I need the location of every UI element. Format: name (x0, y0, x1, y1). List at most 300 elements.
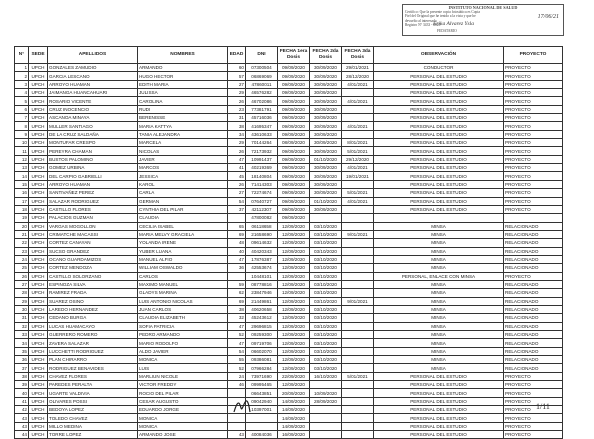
cell-observacion: MINSA (374, 305, 504, 313)
cell-fecha-1: 12/09/2020 (278, 289, 310, 297)
cell-proyecto: PROYECTO (504, 422, 563, 430)
cell-edad: 52 (228, 331, 246, 339)
table-row (15, 414, 563, 422)
cell-fecha-3 (342, 397, 374, 405)
cell-sede: UPCH (29, 222, 48, 230)
cell-fecha-2: 03/10/2020 (310, 322, 342, 330)
cell-fecha-3 (342, 356, 374, 364)
row-number: 33 (15, 331, 29, 339)
header-edad: EDAD (228, 47, 246, 64)
cell-observacion: PERSONAL DEL ESTUDIO (374, 89, 504, 97)
cell-fecha-1: 12/09/2020 (278, 222, 310, 230)
cell-fecha-2: 30/09/2020 (310, 105, 342, 113)
cell-fecha-1: 09/09/2020 (278, 89, 310, 97)
cell-nombres: ROCIO DEL PILAR (138, 389, 228, 397)
cell-fecha-2 (310, 381, 342, 389)
table-row (15, 205, 563, 213)
cell-observacion: PERSONAL DEL ESTUDIO (374, 189, 504, 197)
cell-fecha-2: 30/09/2020 (310, 122, 342, 130)
cell-fecha-3: 5/01/2021 (342, 147, 374, 155)
cell-nombres: NICOLAS (138, 147, 228, 155)
cell-fecha-1: 09/09/2020 (278, 197, 310, 205)
cell-fecha-2: 03/10/2020 (310, 239, 342, 247)
cell-observacion: MINSA (374, 264, 504, 272)
cell-fecha-2: 03/10/2020 (310, 314, 342, 322)
row-number: 5 (15, 97, 29, 105)
cell-edad: 37 (228, 205, 246, 213)
cell-observacion: MINSA (374, 280, 504, 288)
cell-observacion: PERSONAL, ENLACE CON MINSA (374, 272, 504, 280)
cell-proyecto: PROYECTO (504, 97, 563, 105)
cell-edad: 45 (228, 172, 246, 180)
cell-apellidos: RODRIGUEZ BENAVIDES (48, 364, 138, 372)
cell-sede: UPCH (29, 297, 48, 305)
cell-fecha-2: 03/10/2020 (310, 222, 342, 230)
cell-fecha-1: 09/09/2020 (278, 214, 310, 222)
cell-fecha-3 (342, 222, 374, 230)
cell-proyecto: PROYECTO (504, 406, 563, 414)
table-row (15, 97, 563, 105)
cell-edad: 47 (228, 339, 246, 347)
cell-dni: 10448101 (246, 272, 278, 280)
cell-observacion: PERSONAL DEL ESTUDIO (374, 147, 504, 155)
cell-fecha-3 (342, 255, 374, 263)
cell-nombres: GLADYS MARINA (138, 289, 228, 297)
row-number: 27 (15, 280, 29, 288)
cell-dni: 73971690 (246, 372, 278, 380)
cell-dni: 09042940 (246, 397, 278, 405)
stamp-line: Certifico: Que la presente copia fotostática es Copia (405, 10, 480, 15)
cell-nombres: MONICA (138, 422, 228, 430)
cell-observacion: PERSONAL DEL ESTUDIO (374, 381, 504, 389)
cell-fecha-1: 09/09/2020 (278, 122, 310, 130)
cell-sede: UPCH (29, 172, 48, 180)
cell-proyecto: RELACIONADO (504, 255, 563, 263)
table-row (15, 105, 563, 113)
cell-sede: UPCH (29, 197, 48, 205)
cell-apellidos: CASTILLO FLORES (48, 205, 138, 213)
cell-observacion: PERSONAL DEL ESTUDIO (374, 431, 504, 439)
cell-apellidos: SANTIVAÑEZ PEREZ (48, 189, 138, 197)
cell-fecha-3 (342, 289, 374, 297)
cell-nombres: MARCELA (138, 139, 228, 147)
cell-fecha-1: 09/09/2020 (278, 205, 310, 213)
cell-sede: UPCH (29, 239, 48, 247)
table-row (15, 289, 563, 297)
cell-apellidos: GOMEZ URBINA (48, 164, 138, 172)
row-number: 10 (15, 139, 29, 147)
cell-observacion: PERSONAL DEL ESTUDIO (374, 205, 504, 213)
row-number: 36 (15, 356, 29, 364)
table-row (15, 422, 563, 430)
row-number: 20 (15, 222, 29, 230)
row-number: 37 (15, 364, 29, 372)
cell-fecha-1: 09/09/2020 (278, 189, 310, 197)
cell-proyecto: PROYECTO (504, 147, 563, 155)
cell-sede: UPCH (29, 130, 48, 138)
row-number: 28 (15, 289, 29, 297)
stamp-line: devuelto al interesado (405, 18, 437, 23)
cell-dni: 41695347 (246, 122, 278, 130)
cell-fecha-1: 14/09/2020 (278, 406, 310, 414)
cell-sede: UPCH (29, 255, 48, 263)
cell-observacion: MINSA (374, 297, 504, 305)
table-row (15, 364, 563, 372)
certification-stamp (402, 4, 564, 36)
cell-apellidos: OLIVARES POSSI (48, 397, 138, 405)
cell-sede: UPCH (29, 97, 48, 105)
cell-sede: UPCH (29, 205, 48, 213)
cell-observacion: MINSA (374, 339, 504, 347)
cell-sede: UPCH (29, 272, 48, 280)
cell-sede: UPCH (29, 356, 48, 364)
cell-fecha-2: 03/10/2020 (310, 331, 342, 339)
cell-sede: UPCH (29, 289, 48, 297)
cell-apellidos: UGARTE VALDIVIA (48, 389, 138, 397)
table-row (15, 122, 563, 130)
cell-fecha-1: 09/09/2020 (278, 147, 310, 155)
row-number: 3 (15, 80, 29, 88)
table-row (15, 431, 563, 439)
cell-edad: 46 (228, 381, 246, 389)
cell-fecha-2: 30/09/2020 (310, 180, 342, 188)
cell-fecha-3 (342, 205, 374, 213)
cell-proyecto: RELACIONADO (504, 264, 563, 272)
cell-sede: UPCH (29, 189, 48, 197)
cell-fecha-2 (310, 214, 342, 222)
cell-dni: 47800082 (246, 214, 278, 222)
cell-nombres: MONICA (138, 414, 228, 422)
cell-fecha-1: 09/09/2020 (278, 64, 310, 72)
cell-fecha-1: 20/09/2020 (278, 389, 310, 397)
cell-nombres: YOLANDA IRENE (138, 239, 228, 247)
cell-dni: 09719706 (246, 339, 278, 347)
cell-fecha-2: 03/10/2020 (310, 280, 342, 288)
table-row (15, 114, 563, 122)
cell-observacion: MINSA (374, 239, 504, 247)
row-number: 12 (15, 155, 29, 163)
cell-dni: 72274674 (246, 189, 278, 197)
cell-fecha-3 (342, 364, 374, 372)
cell-edad (228, 389, 246, 397)
cell-observacion: MINSA (374, 289, 504, 297)
cell-edad: 43 (228, 431, 246, 439)
cell-apellidos: LAREDO HERNANDEZ (48, 305, 138, 313)
cell-nombres: CECILIA ISABEL (138, 222, 228, 230)
cell-proyecto: RELACIONADO (504, 339, 563, 347)
table-row (15, 222, 563, 230)
cell-fecha-3 (342, 280, 374, 288)
cell-nombres: SOFIA PATRICIA (138, 322, 228, 330)
cell-fecha-1: 12/09/2020 (278, 239, 310, 247)
cell-fecha-2: 28/09/2020 (310, 397, 342, 405)
cell-fecha-1: 12/09/2020 (278, 305, 310, 313)
stamp-title: INSTITUTO NACIONAL DE SALUD (448, 5, 518, 10)
cell-fecha-2: 03/10/2020 (310, 264, 342, 272)
table-header-row (15, 47, 563, 64)
cell-edad: 26 (228, 180, 246, 188)
cell-proyecto: PROYECTO (504, 80, 563, 88)
header-proyecto: PROYECTO (504, 47, 563, 64)
header-fecha-3: FECHA 3da Dosis (342, 47, 374, 64)
cell-fecha-1: 12/09/2020 (278, 339, 310, 347)
cell-dni: 09614632 (246, 239, 278, 247)
cell-edad: 59 (228, 280, 246, 288)
row-number: 13 (15, 164, 29, 172)
cell-fecha-1: 12/09/2020 (278, 297, 310, 305)
page-number: 1/11 (536, 402, 550, 411)
cell-observacion: PERSONAL DEL ESTUDIO (374, 164, 504, 172)
table-row (15, 147, 563, 155)
table-body (15, 64, 563, 439)
row-number: 17 (15, 197, 29, 205)
cell-proyecto: PROYECTO (504, 205, 563, 213)
cell-fecha-1: 14/09/2020 (278, 422, 310, 430)
header-fecha-2: FECHA 2da Dosis (310, 47, 342, 64)
cell-nombres: JULISSA (138, 89, 228, 97)
cell-sede: UPCH (29, 347, 48, 355)
cell-fecha-2: 30/09/2020 (310, 64, 342, 72)
cell-dni: 23847946 (246, 289, 278, 297)
cell-proyecto: PROYECTO (504, 272, 563, 280)
cell-edad: 60 (228, 64, 246, 72)
cell-proyecto: RELACIONADO (504, 322, 563, 330)
cell-proyecto: RELACIONADO (504, 356, 563, 364)
cell-sede: UPCH (29, 180, 48, 188)
cell-apellidos: TOLEDO CHAVEZ (48, 414, 138, 422)
cell-edad (228, 414, 246, 422)
cell-fecha-3 (342, 264, 374, 272)
cell-fecha-3 (342, 89, 374, 97)
cell-dni: 07300504 (246, 64, 278, 72)
cell-fecha-1: 12/09/2020 (278, 272, 310, 280)
cell-edad: 47 (228, 322, 246, 330)
cell-apellidos: ARROYO HUAMAN (48, 80, 138, 88)
stamp-date: 17/06/21 (537, 14, 559, 20)
cell-fecha-3: 28/12/2020 (342, 72, 374, 80)
cell-observacion: MINSA (374, 364, 504, 372)
cell-dni: 29696815 (246, 322, 278, 330)
cell-dni: 45716036 (246, 114, 278, 122)
cell-fecha-3 (342, 389, 374, 397)
cell-dni: 43610633 (246, 130, 278, 138)
cell-edad (228, 272, 246, 280)
cell-fecha-3 (342, 247, 374, 255)
cell-edad: 65 (228, 222, 246, 230)
cell-fecha-3: 5/01/2021 (342, 189, 374, 197)
cell-dni: 46702086 (246, 97, 278, 105)
cell-edad: 47 (228, 255, 246, 263)
cell-sede: UPCH (29, 397, 48, 405)
cell-nombres: GERMAN (138, 197, 228, 205)
cell-fecha-1: 09/09/2020 (278, 172, 310, 180)
cell-observacion: PERSONAL DEL ESTUDIO (374, 122, 504, 130)
cell-fecha-2: 30/09/2020 (310, 72, 342, 80)
cell-fecha-2: 03/10/2020 (310, 247, 342, 255)
table-row (15, 89, 563, 97)
cell-nombres: EDUARDO JORGE (138, 406, 228, 414)
cell-observacion: MINSA (374, 314, 504, 322)
cell-nombres: JUAN CARLOS (138, 305, 228, 313)
cell-proyecto: RELACIONADO (504, 280, 563, 288)
cell-sede: UPCH (29, 89, 48, 97)
table-row (15, 139, 563, 147)
cell-edad: 40 (228, 247, 246, 255)
cell-fecha-1: 09/09/2020 (278, 72, 310, 80)
cell-dni: 09259300 (246, 331, 278, 339)
cell-dni: 10991437 (246, 155, 278, 163)
cell-apellidos: GONZALES ZAMUDIO (48, 64, 138, 72)
cell-fecha-3: 4/01/2021 (342, 80, 374, 88)
cell-proyecto: PROYECTO (504, 431, 563, 439)
cell-apellidos: JAIMANGA HUANCAHUARI (48, 89, 138, 97)
cell-fecha-2 (310, 431, 342, 439)
cell-proyecto: PROYECTO (504, 122, 563, 130)
cell-nombres: WILLIAM OSWALDO (138, 264, 228, 272)
cell-edad: 27 (228, 189, 246, 197)
cell-sede: UPCH (29, 364, 48, 372)
cell-sede: UPCH (29, 422, 48, 430)
cell-dni: 71414303 (246, 180, 278, 188)
cell-fecha-2: 03/10/2020 (310, 347, 342, 355)
cell-fecha-2: 30/09/2020 (310, 205, 342, 213)
cell-dni: 40620658 (246, 305, 278, 313)
cell-observacion: PERSONAL DEL ESTUDIO (374, 180, 504, 188)
cell-apellidos: VARGAS MOGOLLON (48, 222, 138, 230)
cell-fecha-1: 14/09/2020 (278, 414, 310, 422)
cell-apellidos: MILLO MEDINA (48, 422, 138, 430)
row-number: 34 (15, 339, 29, 347)
cell-fecha-1: 12/09/2020 (278, 247, 310, 255)
table-row (15, 255, 563, 263)
cell-sede: UPCH (29, 72, 48, 80)
cell-observacion: MINSA (374, 247, 504, 255)
cell-dni: 09995465 (246, 381, 278, 389)
cell-dni: 06643851 (246, 389, 278, 397)
header-apellidos: APELLIDOS (48, 47, 138, 64)
cell-nombres: MARIA MELVY GRACIELA (138, 230, 228, 238)
cell-nombres: MARIO RODOLFO (138, 339, 228, 347)
cell-observacion: PERSONAL DEL ESTUDIO (374, 130, 504, 138)
cell-nombres: BERENISSE (138, 114, 228, 122)
cell-fecha-3 (342, 347, 374, 355)
cell-apellidos: ESPINOZA SILVA (48, 280, 138, 288)
cell-proyecto: PROYECTO (504, 114, 563, 122)
cell-dni: 42112307 (246, 205, 278, 213)
cell-fecha-2: 03/10/2020 (310, 230, 342, 238)
cell-observacion: MINSA (374, 230, 504, 238)
row-number: 38 (15, 372, 29, 380)
table-row (15, 406, 563, 414)
row-number: 23 (15, 247, 29, 255)
cell-proyecto: RELACIONADO (504, 305, 563, 313)
cell-fecha-1: 09/09/2020 (278, 164, 310, 172)
cell-fecha-3 (342, 314, 374, 322)
cell-nombres: MARCOS (138, 164, 228, 172)
cell-nombres: HUGO HECTOR (138, 72, 228, 80)
cell-nombres: CLAUDIA (138, 214, 228, 222)
cell-fecha-2: 30/09/2020 (310, 139, 342, 147)
cell-edad: 47 (228, 155, 246, 163)
cell-fecha-2: 16/10/2020 (310, 372, 342, 380)
cell-fecha-1: 12/09/2020 (278, 264, 310, 272)
cell-observacion: PERSONAL DEL ESTUDIO (374, 72, 504, 80)
cell-fecha-1: 12/09/2020 (278, 364, 310, 372)
cell-nombres: TANIA ALEJANDRA (138, 130, 228, 138)
cell-apellidos: CHAVEZ FLORES (48, 372, 138, 380)
cell-dni: 40219369 (246, 164, 278, 172)
handwritten-mark-icon (233, 398, 255, 414)
table-row (15, 180, 563, 188)
cell-fecha-2: 30/09/2020 (310, 189, 342, 197)
cell-fecha-2: 03/10/2020 (310, 305, 342, 313)
cell-dni: 40084036 (246, 431, 278, 439)
cell-fecha-2: 03/10/2020 (310, 339, 342, 347)
row-number: 2 (15, 72, 29, 80)
cell-proyecto: PROYECTO (504, 397, 563, 405)
table-row (15, 80, 563, 88)
cell-edad: 23 (228, 105, 246, 113)
cell-edad: 26 (228, 97, 246, 105)
cell-proyecto: RELACIONADO (504, 239, 563, 247)
cell-observacion: PERSONAL DEL ESTUDIO (374, 197, 504, 205)
cell-fecha-1: 12/09/2020 (278, 230, 310, 238)
cell-fecha-1: 12/09/2020 (278, 381, 310, 389)
cell-apellidos: MULLER SANTIAGO (48, 122, 138, 130)
cell-dni: 70144264 (246, 139, 278, 147)
cell-sede: UPCH (29, 280, 48, 288)
row-number: 43 (15, 414, 29, 422)
cell-dni: 10397001 (246, 406, 278, 414)
header-dni: DNI (246, 47, 278, 64)
cell-fecha-1: 12/09/2020 (278, 280, 310, 288)
cell-observacion: PERSONAL DEL ESTUDIO (374, 155, 504, 163)
cell-edad: 69 (228, 230, 246, 238)
cell-apellidos: OCANO GUARDAMIZOS (48, 255, 138, 263)
cell-fecha-1: 09/09/2020 (278, 97, 310, 105)
cell-sede: UPCH (29, 155, 48, 163)
table-row (15, 130, 563, 138)
cell-observacion: PERSONAL DEL ESTUDIO (374, 172, 504, 180)
cell-proyecto: RELACIONADO (504, 297, 563, 305)
cell-proyecto: PROYECTO (504, 372, 563, 380)
cell-apellidos: LUCCHETTI RODRIGUEZ (48, 347, 138, 355)
cell-fecha-3 (342, 305, 374, 313)
cell-apellidos: TORRE LOPEZ (48, 431, 138, 439)
cell-apellidos: SUCSO GRANDEZ (48, 247, 138, 255)
cell-proyecto: PROYECTO (504, 139, 563, 147)
table-row (15, 347, 563, 355)
cell-sede: UPCH (29, 80, 48, 88)
cell-sede: UPCH (29, 381, 48, 389)
cell-sede: UPCH (29, 431, 48, 439)
cell-dni: 07640727 (246, 197, 278, 205)
cell-observacion: PERSONAL DEL ESTUDIO (374, 97, 504, 105)
cell-proyecto: RELACIONADO (504, 230, 563, 238)
cell-apellidos: ARROYO HUAMAN (48, 180, 138, 188)
cell-fecha-3: 29/12/2020 (342, 155, 374, 163)
cell-proyecto: RELACIONADO (504, 314, 563, 322)
cell-sede: UPCH (29, 64, 48, 72)
table-row (15, 155, 563, 163)
header-nombres: NOMBRES (138, 47, 228, 64)
cell-fecha-2 (310, 406, 342, 414)
cell-apellidos: PALACIOS GUZMAN (48, 214, 138, 222)
cell-edad: 48 (228, 239, 246, 247)
stamp-line: Registro N° 3433 - 2020 (405, 22, 441, 27)
cell-nombres: MARLIUN NICOLE (138, 372, 228, 380)
cell-apellidos: PAREDES PERALTA (48, 381, 138, 389)
